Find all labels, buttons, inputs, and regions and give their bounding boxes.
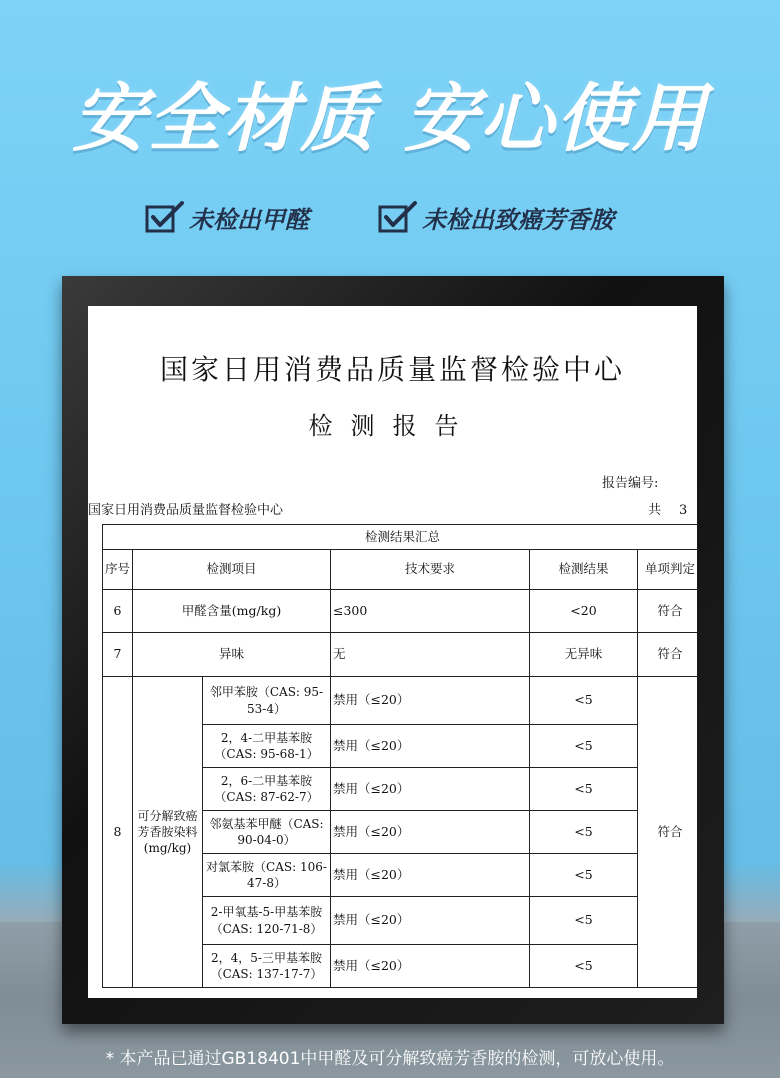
sub-item: 邻氨基苯甲醚（CAS: 90-04-0）	[203, 811, 331, 854]
header-cell: 技术要求	[331, 550, 530, 590]
test-result: <5	[530, 945, 638, 988]
verdict: 符合	[638, 677, 698, 988]
header-cell: 检测项目	[133, 550, 331, 590]
test-result: <5	[530, 768, 638, 811]
test-item: 异味	[133, 633, 331, 677]
report-subtitle: 检测报告	[308, 412, 477, 440]
test-result: <5	[530, 811, 638, 854]
results-table	[102, 524, 697, 988]
requirement: 禁用（≤20）	[331, 897, 530, 945]
issuing-organization: 国家日用消费品质量监督检验中心	[88, 503, 284, 518]
verdict: 符合	[638, 590, 698, 633]
requirement: 禁用（≤20）	[331, 854, 530, 897]
test-group: 可分解致癌芳香胺染料(mg/kg)	[133, 677, 203, 988]
requirement: 禁用（≤20）	[331, 811, 530, 854]
test-result: <5	[530, 897, 638, 945]
test-result: <5	[530, 854, 638, 897]
requirement: ≤300	[331, 590, 530, 633]
checkbox-check-icon	[145, 201, 185, 235]
sub-item: 2，4-二甲基苯胺（CAS: 95-68-1）	[203, 725, 331, 768]
report-title: 国家日用消费品质量监督检验中心	[159, 353, 625, 386]
test-result: <5	[530, 725, 638, 768]
requirement: 禁用（≤20）	[331, 677, 530, 725]
row-number: 6	[103, 590, 133, 633]
sub-item: 2，4，5-三甲基苯胺（CAS: 137-17-7）	[203, 945, 331, 988]
sub-item: 2，6-二甲基苯胺（CAS: 87-62-7）	[203, 768, 331, 811]
row-number: 7	[103, 633, 133, 677]
requirement: 禁用（≤20）	[331, 945, 530, 988]
sub-item: 2-甲氧基-5-甲基苯胺（CAS: 120-71-8）	[203, 897, 331, 945]
page-total-value: 3	[679, 503, 692, 518]
table-row	[103, 633, 698, 677]
test-item: 甲醛含量(mg/kg)	[133, 590, 331, 633]
badge-text: 未检出致癌芳香胺	[422, 206, 614, 234]
table-header-row	[103, 550, 698, 590]
requirement: 禁用（≤20）	[331, 768, 530, 811]
header-cell: 单项判定	[638, 550, 698, 590]
headline: 安全材质 安心使用	[72, 76, 708, 162]
test-result: <20	[530, 590, 638, 633]
requirement: 无	[331, 633, 530, 677]
page-total	[648, 499, 691, 518]
table-row	[103, 590, 698, 633]
table-row	[103, 677, 698, 725]
test-result: <5	[530, 677, 638, 725]
badge-no-aromatic-amine	[378, 200, 614, 235]
page-total-label: 共	[648, 503, 666, 518]
sub-item: 邻甲苯胺（CAS: 95-53-4）	[203, 677, 331, 725]
header-cell: 检测结果	[530, 550, 638, 590]
report-number-label: 报告编号:	[602, 476, 659, 491]
requirement: 禁用（≤20）	[331, 725, 530, 768]
checkbox-check-icon	[378, 201, 418, 235]
badge-text: 未检出甲醛	[189, 206, 309, 234]
table-caption-row	[103, 525, 698, 550]
badge-row	[0, 200, 780, 240]
footnote: * 本产品已通过GB18401中甲醛及可分解致癌芳香胺的检测，可放心使用。	[105, 1049, 675, 1069]
sub-item: 对氯苯胺（CAS: 106-47-8）	[203, 854, 331, 897]
badge-no-formaldehyde	[145, 200, 309, 235]
table-caption: 检测结果汇总	[103, 525, 698, 550]
report-document	[88, 306, 697, 998]
row-number: 8	[103, 677, 133, 988]
header-cell: 序号	[103, 550, 133, 590]
verdict: 符合	[638, 633, 698, 677]
test-result: 无异味	[530, 633, 638, 677]
